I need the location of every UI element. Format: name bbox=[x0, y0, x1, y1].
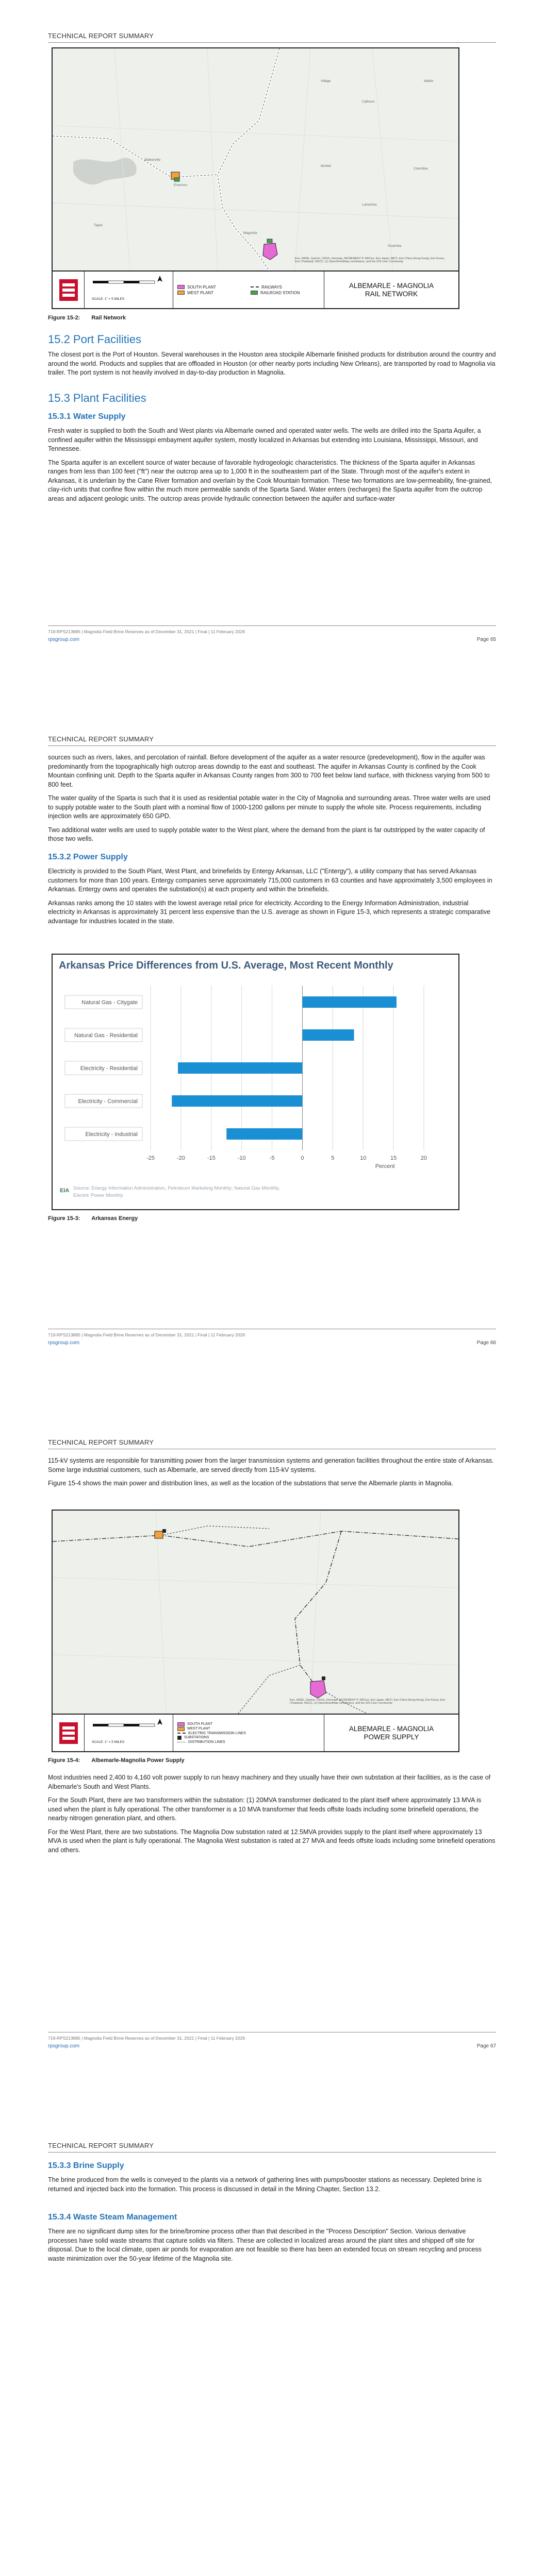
legend-item: SOUTH PLANT bbox=[177, 285, 246, 290]
legend-swatch bbox=[177, 1727, 185, 1731]
scale-text: SCALE: 1" = 5 MILES bbox=[92, 297, 125, 301]
category-label: Natural Gas - Citygate bbox=[81, 999, 138, 1006]
bar bbox=[226, 1128, 302, 1140]
footer-doc-id: 719-RPS213885 | Magnolia Field Brine Reserves as of December 31, 2021 | Final | 11 February 2026 bbox=[48, 1332, 245, 1337]
power-supply-map bbox=[52, 1510, 459, 1715]
bar bbox=[302, 996, 397, 1008]
running-header: TECHNICAL REPORT SUMMARY bbox=[48, 735, 154, 743]
legend-swatch bbox=[251, 291, 258, 295]
bar bbox=[172, 1095, 302, 1107]
x-tick-label: 5 bbox=[331, 1155, 335, 1161]
x-tick-label: -25 bbox=[146, 1155, 155, 1161]
eia-logo: EIA bbox=[60, 1188, 70, 1194]
town-label: Walkerville bbox=[144, 158, 161, 162]
legend-item: WEST PLANT bbox=[177, 291, 246, 295]
scale-block bbox=[85, 272, 173, 308]
town-label: Village bbox=[321, 79, 331, 83]
legend-swatch bbox=[251, 286, 259, 287]
town-label: Taylor bbox=[94, 224, 103, 227]
section-heading: 15.3 Plant Facilities bbox=[48, 392, 146, 404]
legend-item: ELECTRIC TRANSMISSION LINES bbox=[177, 1732, 320, 1735]
x-tick-label: 10 bbox=[360, 1155, 367, 1161]
body-paragraph: Most industries need 2,400 to 4,160 volt power supply to run heavy machinery and they usually have their own substation at their facilities, as is the case of Albemarle's South and West Plants. For the South Plant, there are two transformers within the substation: (1) 20MVA transformer dedicated to the plant itself where approximately 13 MVA is used when the plant is fully operational. The other transformer is a 10 MVA transformer that feeds offsite loads including some brinefield operations, the nearby nitrogen generation plant, and others. For the West Plant, there are two substations. The Magnolia Dow substation rated at 12.5MVA provides supply to the plant itself where approximately 13 MVA is used when the plant is fully operational. The Magnolia West substation is rated at 27 MVA and feeds offsite loads including some brinefield operations and others. bbox=[48, 1774, 496, 1854]
chart-source: Source: Energy Information Administration, Petroleum Marketing Monthly; Natural Gas Monthly, bbox=[73, 1185, 280, 1191]
town-label: Waldo bbox=[424, 79, 434, 83]
category-label: Electricity - Commercial bbox=[78, 1098, 138, 1105]
chart-title: Arkansas Price Differences from U.S. Average, Most Recent Monthly bbox=[59, 960, 393, 971]
header-rule bbox=[48, 745, 496, 746]
category-label: Electricity - Residential bbox=[80, 1065, 138, 1072]
category-label: Natural Gas - Residential bbox=[74, 1032, 138, 1039]
section-heading: 15.2 Port Facilities bbox=[48, 333, 141, 346]
footer-doc-id: 719-RPS213885 | Magnolia Field Brine Reserves as of December 31, 2021 | Final | 11 February 2026 bbox=[48, 629, 245, 634]
body-paragraph: The brine produced from the wells is conveyed to the plants via a network of gathering lines with pumps/booster stations as necessary. Depleted brine is returned and injected back into the formation. This process is discussed in detail in the Mining Chapter, Section 13.2. bbox=[48, 2176, 482, 2193]
substation-marker bbox=[322, 1676, 325, 1680]
rail-network-map bbox=[52, 47, 459, 272]
footer-rule bbox=[48, 625, 496, 626]
figure-caption: Figure 15-4: Albemarle-Magnolia Power Supply bbox=[48, 1757, 185, 1764]
map-title: ALBEMARLE - MAGNOLIA RAIL NETWORK bbox=[349, 281, 434, 298]
chart-plot-area bbox=[53, 955, 458, 1209]
running-header: TECHNICAL REPORT SUMMARY bbox=[48, 2142, 154, 2149]
x-tick-label: -5 bbox=[269, 1155, 275, 1161]
legend-item: DISTRIBUTION LINES bbox=[177, 1740, 320, 1744]
legend-swatch bbox=[177, 1736, 182, 1740]
town-label: Ouachita bbox=[388, 244, 402, 248]
legend-item: RAILROAD STATION bbox=[251, 291, 320, 295]
page-number: Page 67 bbox=[476, 2043, 496, 2049]
x-tick-label: 0 bbox=[301, 1155, 304, 1161]
x-tick-label: -10 bbox=[237, 1155, 246, 1161]
body-paragraph: Fresh water is supplied to both the South and West plants via Albemarle owned and operated water wells. The wells are drilled into the Sparta Aquifer, a confined aquifer within the Mississippi embayment aquifer system, mostly localized in Arkansas but extending into Louisiana, Mississippi, Missouri, and Tennessee. The Sparta aquifer is an excellent source of water because of favorable hydrogeologic characteristics. The thickness of the Sparta aquifer in Arkansas ranges from less than 100 feet ("ft") near the outcrop area up to 1,000 ft in the southeastern part of the State. Through most of the aquifer's extent in Arkansas, it is underlain by the Cane River formation and overlain by the Cook Mountain formation. These two formations are low-permeability, fine-grained, clay-rich units that confine flow within the much more permeable sands of the Sparta Sand. Water enters (recharges) the Sparta aquifer from the outcrop areas and adjacent geologic units. The outcrop areas provide hydraulic connection between the aquifer and surface-water bbox=[48, 427, 492, 502]
x-tick-label: 20 bbox=[420, 1155, 427, 1161]
legend-item: SOUTH PLANT bbox=[177, 1722, 320, 1726]
substation-marker bbox=[162, 1529, 166, 1533]
map-title: ALBEMARLE - MAGNOLIA POWER SUPPLY bbox=[349, 1724, 434, 1741]
rail-map-legend bbox=[52, 270, 459, 309]
body-paragraph: Electricity is provided to the South Plant, West Plant, and brinefields by Entergy Arkansas, LLC ("Entergy"), a utility company that has served Arkansas customers for more than 100 years. Entergy companies serve approximately 715,000 customers in 63 counties and have approximately 3,500 employees in Arkansas. Entergy owns and operates the substation(s) at each property and within the brinefields. Arkansas ranks among the 10 states with the lowest average retail price for electricity. According to the Energy Information Administration, industrial electricity in Arkansas is approximately 31 percent less expensive than the U.S. average as shown in Figure 15-3, which represents a strategic comparative advantage for industries located in the state. bbox=[48, 868, 492, 925]
legend-item: SUBSTATIONS bbox=[177, 1736, 320, 1740]
x-axis-label: Percent bbox=[375, 1163, 395, 1170]
power-map-legend bbox=[52, 1714, 459, 1752]
west-railroad-station-marker bbox=[174, 178, 179, 181]
bar bbox=[302, 1029, 354, 1041]
west-plant-marker bbox=[155, 1531, 163, 1538]
town-label: Emerson bbox=[174, 183, 188, 187]
x-tick-label: -15 bbox=[207, 1155, 216, 1161]
legend-item: RAILWAYS bbox=[251, 285, 320, 290]
legend-swatch bbox=[177, 285, 185, 289]
body-paragraph: sources such as rivers, lakes, and percolation of rainfall. Before development of the aquifer as a water resource (predevelopment), flow in the aquifer was predominantly from the topographically high outcrop areas downdip to the east and southeast. The aquifer in Arkansas County is confined by the Cook Mountain confining unit. Depth to the Sparta aquifer in Arkansas County ranges from 300 to 700 feet below land surface, with thickness varying from 500 to 800 feet. The water quality of the Sparta is such that it is used as residential potable water in the City of Magnolia and surrounding areas. Three water wells are used to supply potable water to the South plant with a nominal flow of 1000-1200 gallons per minute to supply the whole site. Process requirements, including injection wells are approximately 650 GPD. Two additional water wells are used to supply potable water to the West plant, where the demand from the plant is far outstripped by the water capacity of those two wells. bbox=[48, 754, 490, 842]
subsection-heading: 15.3.4 Waste Steam Management bbox=[48, 2213, 177, 2222]
footer-site-link[interactable]: rpsgroup.com bbox=[48, 637, 80, 642]
running-header: TECHNICAL REPORT SUMMARY bbox=[48, 1438, 154, 1446]
map-credit: Esri, HERE, Garmin, USGS, Intermap, INCREMENT P, NRCan, Esri Japan, METI, Esri China (Hong Kong), Esri Korea, Esri (Thailand), NGCC, (c) OpenStreetMap contributors, and the GIS User Community bbox=[295, 257, 445, 263]
running-header: TECHNICAL REPORT SUMMARY bbox=[48, 32, 154, 40]
legend-item: WEST PLANT bbox=[177, 1727, 320, 1731]
page-67 bbox=[0, 1406, 544, 2110]
subsection-heading: 15.3.1 Water Supply bbox=[48, 412, 126, 421]
rail-map-canvas bbox=[53, 48, 458, 270]
map-credit: Esri, HERE, Garmin, USGS, Intermap, INCREMENT P, NRCan, Esri Japan, METI, Esri China (Hong Kong), Esri Korea, Esri (Thailand), NGCC, (c) OpenStreetMap contributors, and the GIS User Community bbox=[290, 1699, 446, 1705]
subsection-heading: 15.3.2 Power Supply bbox=[48, 853, 128, 861]
x-tick-label: 15 bbox=[390, 1155, 397, 1161]
legend-swatch bbox=[177, 291, 185, 295]
company-logo bbox=[53, 1715, 85, 1751]
x-tick-label: -20 bbox=[176, 1155, 185, 1161]
town-label: Lamartine bbox=[362, 203, 377, 207]
subsection-heading: 15.3.3 Brine Supply bbox=[48, 2161, 124, 2170]
footer-site-link[interactable]: rpsgroup.com bbox=[48, 1340, 80, 1346]
bar bbox=[178, 1062, 302, 1074]
category-label: Electricity - Industrial bbox=[85, 1131, 138, 1138]
footer-doc-id: 719-RPS213885 | Magnolia Field Brine Reserves as of December 31, 2021 | Final | 11 February 2026 bbox=[48, 2036, 245, 2041]
legend-items bbox=[173, 272, 324, 308]
body-paragraph: The closest port is the Port of Houston. Several warehouses in the Houston area stockpile Albemarle finished products for distribution around the country and around the world. Products and supplies that are offloaded in Houston (or other nearby ports including New Orleans), are transported by road to Magnolia via trailer. The port system is not heavily involved in day-to-day production in Magnolia. bbox=[48, 351, 496, 376]
south-railroad-station-marker bbox=[267, 239, 272, 243]
scale-bar-graphic bbox=[88, 275, 165, 295]
footer-site-link[interactable]: rpsgroup.com bbox=[48, 2043, 80, 2049]
body-paragraph: 115-kV systems are responsible for transmitting power from the larger transmission systems and generation facilities throughout the entire state of Arkansas. Some large industrial customers, such as Albemarle, are served directly from 115-kV systems. Figure 15-4 shows the main power and distribution lines, as well as the location of the substations that serve the Albemarle plants in Magnolia. bbox=[48, 1457, 494, 1487]
page-number: Page 65 bbox=[476, 637, 496, 642]
figure-caption: Figure 15-2: Rail Network bbox=[48, 315, 126, 321]
page-65 bbox=[0, 0, 544, 703]
page-number: Page 66 bbox=[476, 1340, 496, 1346]
scale-text: SCALE: 1" = 5 MILES bbox=[92, 1740, 125, 1744]
town-label: Columbia bbox=[414, 167, 428, 171]
page-66 bbox=[0, 703, 544, 1406]
legend-swatch bbox=[177, 1722, 185, 1726]
town-label: Calhoun bbox=[362, 100, 375, 104]
arkansas-energy-chart bbox=[52, 954, 459, 1210]
company-logo bbox=[53, 272, 85, 308]
header-rule bbox=[48, 42, 496, 43]
header-rule bbox=[48, 2152, 496, 2153]
chart-source: Electric Power Monthly bbox=[73, 1193, 123, 1198]
body-paragraph: There are no significant dump sites for the brine/bromine process other than that described in the "Process Description" Section. Various derivative processes have solid waste streams that capture solids via filters. These are collected in localized areas around the plant sites and shipped off site for disposal. Due to the local climate, open air ponds for evaporation are not feasible so there has been an extended focus on stream recycling and process waste minimization over the 50-year lifetime of the Magnolia site. bbox=[48, 2228, 482, 2262]
legend-items bbox=[173, 1715, 324, 1751]
legend-swatch bbox=[177, 1733, 186, 1734]
town-label: McNeil bbox=[321, 164, 331, 168]
figure-caption: Figure 15-3: Arkansas Energy bbox=[48, 1215, 138, 1222]
scale-bar-graphic bbox=[88, 1718, 165, 1738]
scale-block bbox=[85, 1715, 173, 1751]
page-68 bbox=[0, 2110, 544, 2576]
town-label: Magnolia bbox=[243, 231, 257, 235]
power-map-canvas bbox=[53, 1511, 458, 1714]
